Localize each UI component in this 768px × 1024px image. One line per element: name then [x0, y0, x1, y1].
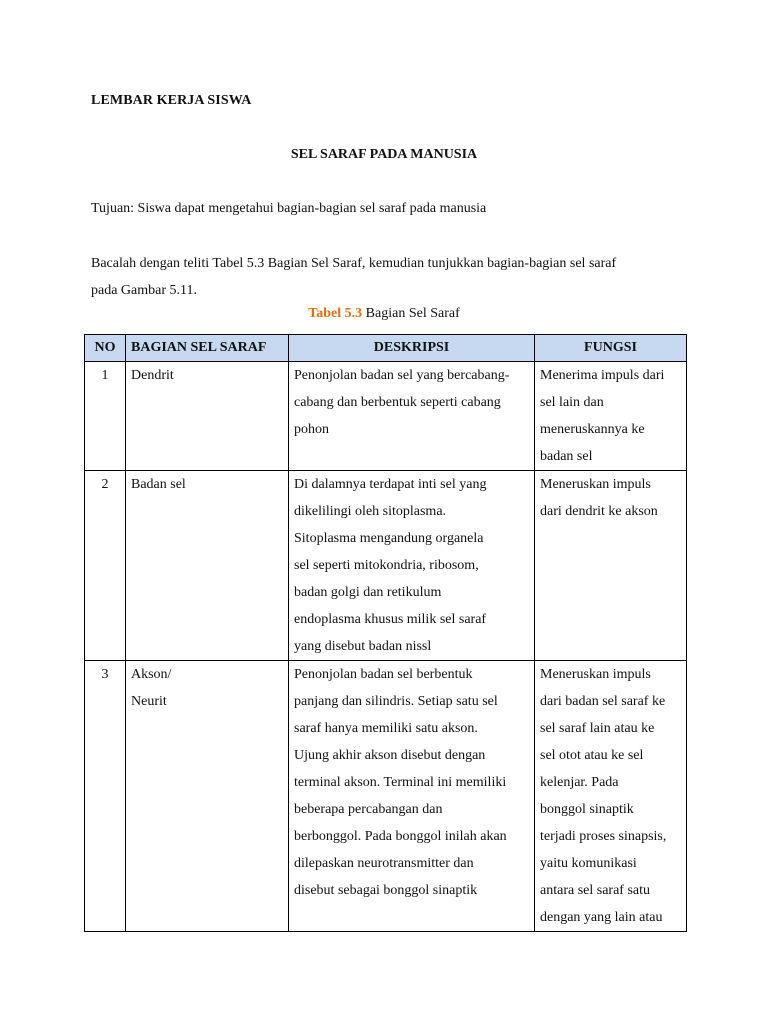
- table-caption-label: Tabel 5.3: [308, 306, 363, 321]
- part-cell: Badan sel: [126, 471, 289, 661]
- worksheet-heading: LEMBAR KERJA SISWA: [91, 93, 252, 108]
- table-row: [85, 471, 687, 661]
- header-no: NO: [85, 335, 126, 362]
- header-description: DESKRIPSI: [289, 335, 535, 362]
- row-number: 3: [85, 661, 126, 932]
- function-cell: Meneruskan impuls dari dendrit ke akson: [535, 471, 687, 661]
- worksheet-title: SEL SARAF PADA MANUSIA: [290, 147, 478, 162]
- part-cell: Dendrit: [126, 362, 289, 471]
- instruction-text: [91, 250, 691, 304]
- table-caption: [0, 306, 768, 322]
- header-part: BAGIAN SEL SARAF: [126, 335, 289, 362]
- instruction-line: pada Gambar 5.11.: [91, 283, 197, 298]
- function-cell: Meneruskan impuls dari badan sel saraf ke sel saraf lain atau ke sel otot atau ke sel kelenjar. Pada bonggol sinaptik terjadi proses sinapsis, yaitu komunikasi antara sel saraf satu dengan yang lain atau: [535, 661, 687, 932]
- table-row: [85, 362, 687, 471]
- description-cell: Penonjolan badan sel yang bercabang- cabang dan berbentuk seperti cabang pohon: [289, 362, 535, 471]
- table-header-row: [85, 335, 687, 362]
- table-caption-text: Bagian Sel Saraf: [362, 306, 460, 321]
- description-cell: Penonjolan badan sel berbentuk panjang dan silindris. Setiap satu sel saraf hanya memiliki satu akson. Ujung akhir akson disebut dengan terminal akson. Terminal ini memiliki beberapa percabangan dan berbonggol. Pada bonggol inilah akan dilepaskan neurotransmitter dan disebut sebagai bonggol sinaptik: [289, 661, 535, 932]
- header-function: FUNGSI: [535, 335, 687, 362]
- description-cell: Di dalamnya terdapat inti sel yang dikelilingi oleh sitoplasma. Sitoplasma mengandung organela sel seperti mitokondria, ribosom, badan golgi dan retikulum endoplasma khusus milik sel saraf yang disebut badan nissl: [289, 471, 535, 661]
- instruction-line: Bacalah dengan teliti Tabel 5.3 Bagian Sel Saraf, kemudian tunjukkan bagian-bagian sel saraf: [91, 256, 617, 271]
- nerve-cell-table: [84, 334, 687, 932]
- row-number: 1: [85, 362, 126, 471]
- part-cell: Akson/ Neurit: [126, 661, 289, 932]
- table-row: [85, 661, 687, 932]
- row-number: 2: [85, 471, 126, 661]
- purpose-text: Tujuan: Siswa dapat mengetahui bagian-bagian sel saraf pada manusia: [91, 201, 487, 216]
- function-cell: Menerima impuls dari sel lain dan meneruskannya ke badan sel: [535, 362, 687, 471]
